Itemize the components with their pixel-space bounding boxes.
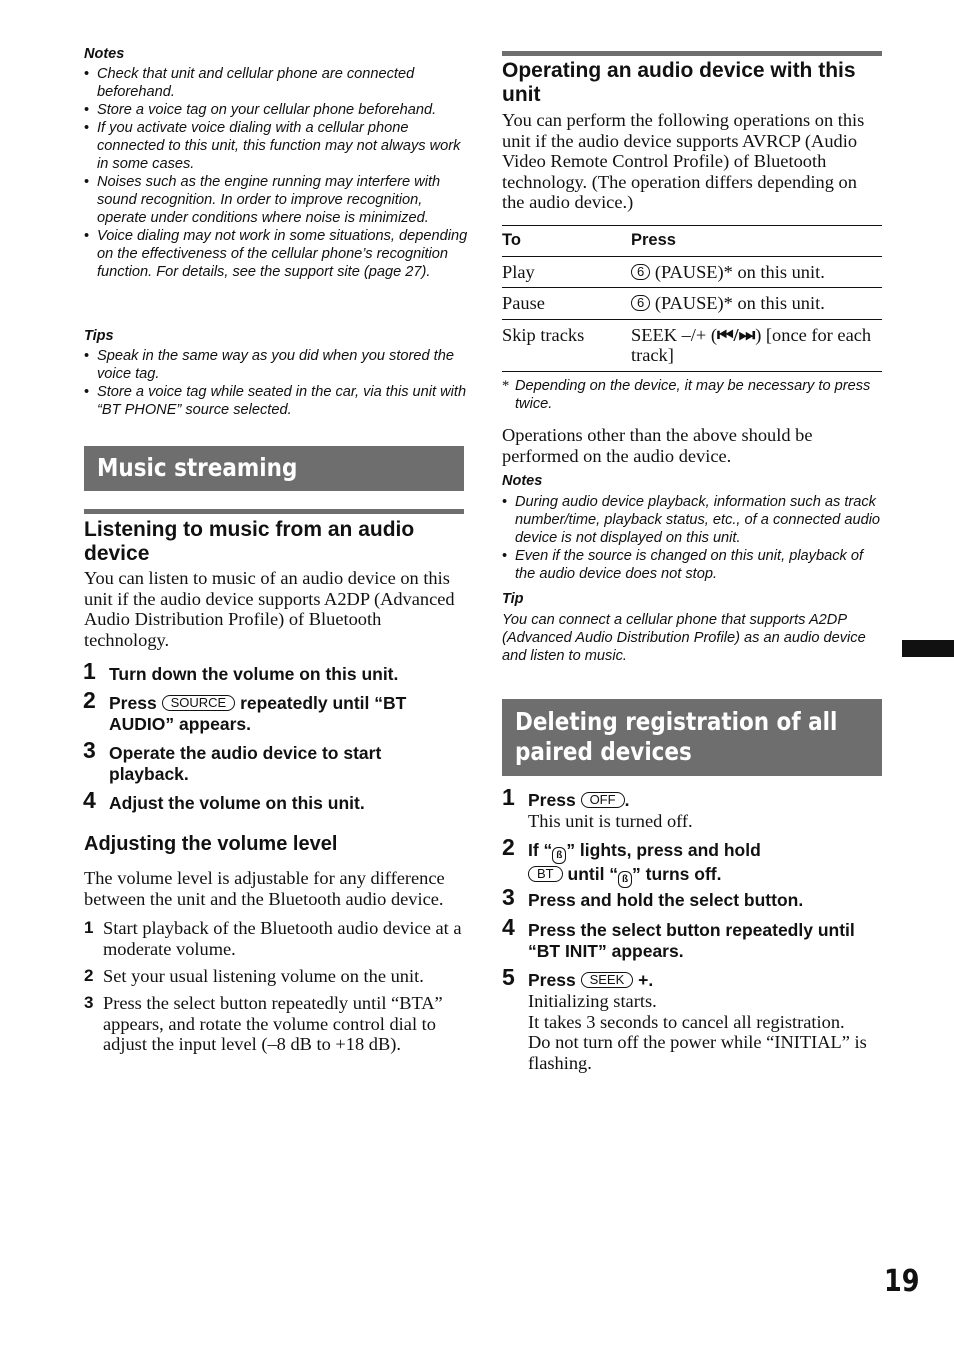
list-item: • Voice dialing may not work in some situations, depending on the effectiveness of the cellular phone’s recognition function. For details, see the support site (page 27). (84, 227, 468, 281)
step-text: Operate the audio device to start playback. (109, 743, 382, 784)
list-item: • Check that unit and cellular phone are connected beforehand. (84, 65, 468, 101)
step-text: Turn down the volume on this unit. (109, 664, 399, 684)
step-description: It takes 3 seconds to cancel all registration. (528, 1011, 845, 1032)
sub-step-number: 1 (84, 918, 94, 937)
skip-track-icon: ⏮/⏭ (716, 324, 756, 345)
step-text: Press (109, 693, 157, 713)
volume-title: Adjusting the volume level (84, 833, 338, 855)
bluetooth-icon: ß (618, 871, 632, 888)
notes-heading: Notes (84, 46, 125, 62)
delete-step-1 (502, 784, 882, 832)
cell-text: (PAUSE)* on this unit. (654, 293, 825, 313)
table-cell: Skip tracks (502, 319, 631, 371)
volume-intro: The volume level is adjustable for any difference between the unit and the Bluetooth audio device. (84, 868, 445, 909)
listening-step-3 (83, 737, 464, 785)
cell-text: SEEK –/+ ( (631, 324, 717, 345)
list-item: • Store a voice tag while seated in the car, via this unit with “BT PHONE” source selected. (84, 383, 468, 419)
section-banner-music-streaming (84, 446, 464, 491)
table-row (502, 319, 882, 371)
step-text: repeatedly until “BT AUDIO” appears. (109, 693, 407, 734)
listening-step-2 (83, 687, 464, 735)
table-cell (631, 288, 882, 320)
page-number: 19 (884, 1264, 920, 1299)
list-item: • Store a voice tag on your cellular phone beforehand. (84, 101, 468, 119)
table-cell: Play (502, 256, 631, 288)
delete-step-2 (502, 834, 882, 888)
step-text: ” turns off. (632, 864, 722, 884)
step-number: 5 (502, 964, 515, 990)
delete-step-4 (502, 914, 882, 962)
step-number: 2 (83, 687, 96, 713)
tips-list (84, 347, 468, 419)
volume-step-1: Start playback of the Bluetooth audio device at a moderate volume. (103, 918, 462, 959)
list-item: • Speak in the same way as you did when you stored the voice tag. (84, 347, 468, 383)
listening-step-4 (83, 787, 464, 814)
section-edge-tab (902, 640, 954, 657)
step-text: Press (528, 970, 576, 990)
step-text: until “ (567, 864, 619, 884)
footnote-text: Depending on the device, it may be necessary to press twice. (515, 378, 871, 412)
table-cell: Pause (502, 288, 631, 320)
tip-heading: Tip (502, 591, 524, 607)
tip-text: You can connect a cellular phone that supports A2DP (Advanced Audio Distribution Profile) as an audio device and listen to music. (502, 612, 866, 664)
table-header-row (502, 226, 882, 257)
step-text: Press and hold the select button. (528, 890, 804, 910)
step-description: Initializing starts. (528, 991, 657, 1011)
list-item: • During audio device playback, information such as track number/time, playback status, etc., of a connected audio device is not displayed on this unit. (502, 493, 884, 547)
list-item: • Even if the source is changed on this unit, playback of the audio device does not stop. (502, 547, 884, 583)
listening-title: Listening to music from an audio device (84, 518, 415, 565)
table-row (502, 256, 882, 288)
cell-text: (PAUSE)* on this unit. (654, 261, 825, 282)
cell-text: ) [once for each track] (631, 324, 872, 365)
operating-intro: You can perform the following operations on this unit if the audio device supports AVRCP (Audio Video Remote Control Profile) of Bluetooth technology. (The operation differs depending on the audio device.) (502, 110, 865, 212)
step-text: If “ (528, 840, 553, 860)
volume-step-3: Press the select button repeatedly until “BTA” appears, and rotate the volume control dial to adjust the input level (–8 dB to +18 dB). (103, 993, 443, 1054)
listening-intro: You can listen to music of an audio device on this unit if the audio device supports A2DP (Advanced Audio Distribution Profile) of Bluetooth technology. (84, 568, 455, 650)
step-number: 2 (502, 834, 515, 860)
step-text: Press (528, 790, 576, 810)
column-header: Press (631, 226, 882, 257)
step-number: 3 (502, 884, 515, 910)
table-cell (631, 319, 882, 371)
column-header: To (502, 226, 631, 257)
step-text: ” lights, press and hold (566, 840, 761, 860)
off-button-glyph: OFF (581, 792, 625, 808)
notes-heading: Notes (502, 473, 543, 489)
notes-list (502, 493, 884, 583)
step-number: 3 (83, 737, 96, 763)
footnote-mark: * (502, 378, 510, 394)
table-row (502, 288, 882, 320)
list-item: • If you activate voice dialing with a cellular phone connected to this unit, this function may not always work in some cases. (84, 119, 468, 173)
delete-step-5 (502, 964, 882, 1073)
key-6-glyph: 6 (631, 264, 650, 280)
delete-step-3 (502, 884, 882, 911)
key-6-glyph: 6 (631, 295, 650, 311)
section-banner-deleting (502, 699, 882, 776)
table-cell (631, 256, 882, 288)
step-text: Press the select button repeatedly until “BT INIT” appears. (528, 920, 855, 961)
tips-heading: Tips (84, 328, 114, 344)
volume-step-2: Set your usual listening volume on the unit. (103, 966, 424, 986)
seek-button-glyph: SEEK (581, 972, 634, 988)
bt-button-glyph: BT (528, 866, 563, 882)
step-number: 1 (502, 784, 515, 810)
step-number: 1 (83, 658, 96, 684)
step-number: 4 (83, 787, 96, 813)
bluetooth-icon: ß (552, 847, 566, 864)
banner-title: Music streaming (97, 453, 298, 482)
step-text: Adjust the volume on this unit. (109, 793, 365, 813)
notes-list (84, 65, 468, 281)
step-number: 4 (502, 914, 515, 940)
sub-step-number: 3 (84, 993, 94, 1012)
operating-title: Operating an audio device with this unit (502, 59, 856, 106)
operations-table (502, 225, 882, 372)
source-button-glyph: SOURCE (162, 695, 236, 711)
list-item: • Noises such as the engine running may interfere with sound recognition. In order to improve recognition, operate under conditions where noise is minimized. (84, 173, 468, 227)
step-description: This unit is turned off. (528, 811, 693, 831)
step-description: Do not turn off the power while “INITIAL” is flashing. (528, 1032, 867, 1073)
table-footnote (502, 377, 882, 413)
banner-title: Deleting registration of all paired devices (515, 707, 838, 766)
step-text: +. (638, 970, 654, 990)
operating-after: Operations other than the above should be performed on the audio device. (502, 425, 813, 466)
step-text: . (624, 790, 630, 810)
listening-step-1 (83, 658, 464, 685)
section-rule (84, 509, 464, 514)
sub-step-number: 2 (84, 966, 94, 985)
section-rule (502, 51, 882, 56)
